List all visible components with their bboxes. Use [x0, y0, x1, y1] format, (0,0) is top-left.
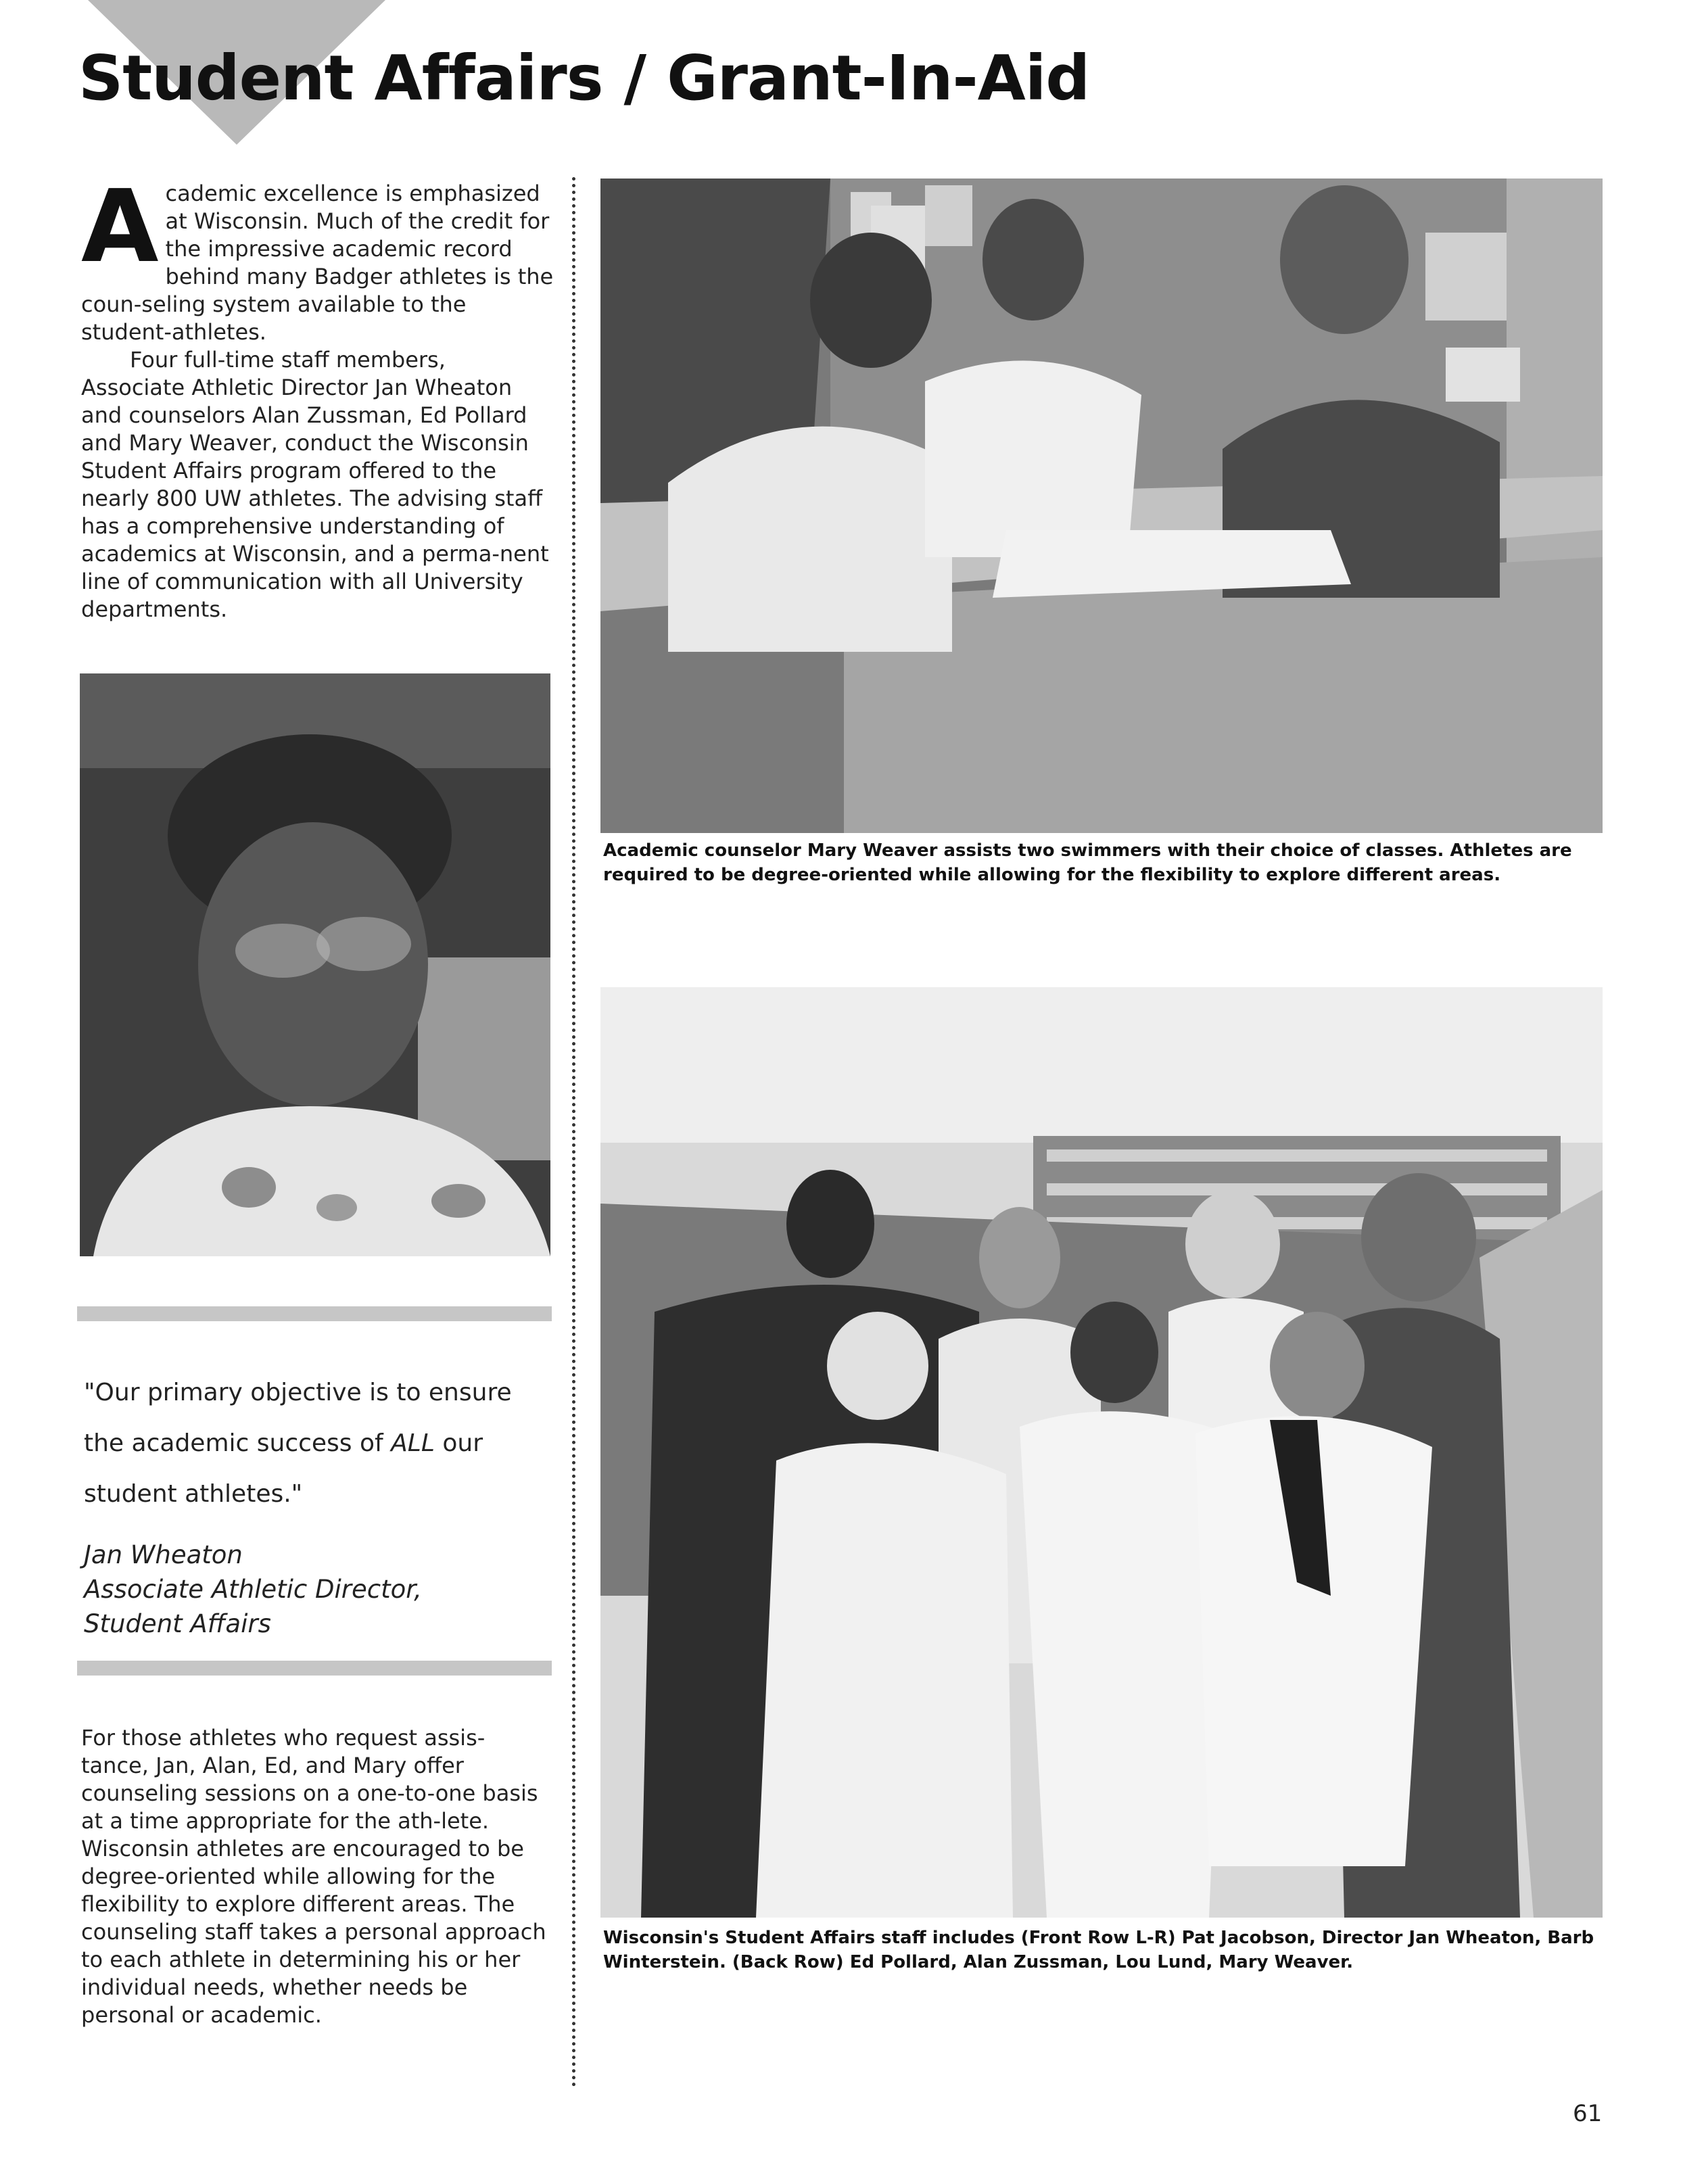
quote-text-end: our student athletes.": [84, 1429, 483, 1508]
quote-text-start: "Our primary objective is to ensure the academic success of: [84, 1379, 512, 1457]
counseling-session-photo: [600, 179, 1603, 833]
quote-top-bar: [77, 1306, 552, 1321]
staff-group-photo: [600, 987, 1603, 1918]
quote-attribution: [84, 1538, 557, 1641]
intro-text: [81, 168, 554, 645]
column-divider: [572, 177, 575, 2088]
page-number: 61: [1573, 2100, 1603, 2127]
intro-paragraph-2: Four full-time staff members, Associate Athletic Director Jan Wheaton and counselors Alan Zussman, Ed Pollard and Mary Weaver, conduct the Wisconsin Student Affairs program offered to the nearly 800 UW athletes. The advising staff has a comprehensive understanding of academics at Wisconsin, and a perma-nent line of communication with all University departments.: [81, 347, 549, 622]
drop-cap: A: [81, 168, 159, 285]
counseling-photo-caption: Academic counselor Mary Weaver assists two swimmers with their choice of classes. Athletes are required to be degree-oriented while allowing for the flexibility to explore different areas.: [603, 840, 1572, 885]
closing-paragraph: For those athletes who request assis-tance, Jan, Alan, Ed, and Mary offer counseling sessions on a one-to-one basis at a time appropriate for the ath-lete. Wisconsin athletes are encouraged to be degree-oriented while allowing for the flexibility to explore different areas. The counseling staff takes a personal approach to each athlete in determining his or her individual needs, whether needs be personal or academic.: [81, 1725, 546, 2028]
quote-emphasis: ALL: [391, 1429, 435, 1457]
pull-quote: [84, 1367, 557, 1519]
quote-author-role-1: Associate Athletic Director,: [84, 1575, 422, 1604]
page-title: Student Affairs / Grant-In-Aid: [78, 42, 1090, 114]
portrait-photo: [80, 673, 550, 1256]
staff-photo-caption: Wisconsin's Student Affairs staff includes (Front Row L-R) Pat Jacobson, Director Jan Wheaton, Barb Winterstein. (Back Row) Ed Pollard, Alan Zussman, Lou Lund, Mary Weaver.: [603, 1928, 1594, 1972]
quote-bottom-bar: [77, 1661, 552, 1676]
quote-author-name: Jan Wheaton: [84, 1540, 243, 1569]
intro-paragraph-1: [81, 168, 554, 346]
quote-author-role-2: Student Affairs: [84, 1609, 271, 1638]
intro-paragraph-1-text: cademic excellence is emphasized at Wisconsin. Much of the credit for the impressive academic record behind many Badger athletes is the coun-seling system available to the student-athletes.: [81, 181, 554, 345]
